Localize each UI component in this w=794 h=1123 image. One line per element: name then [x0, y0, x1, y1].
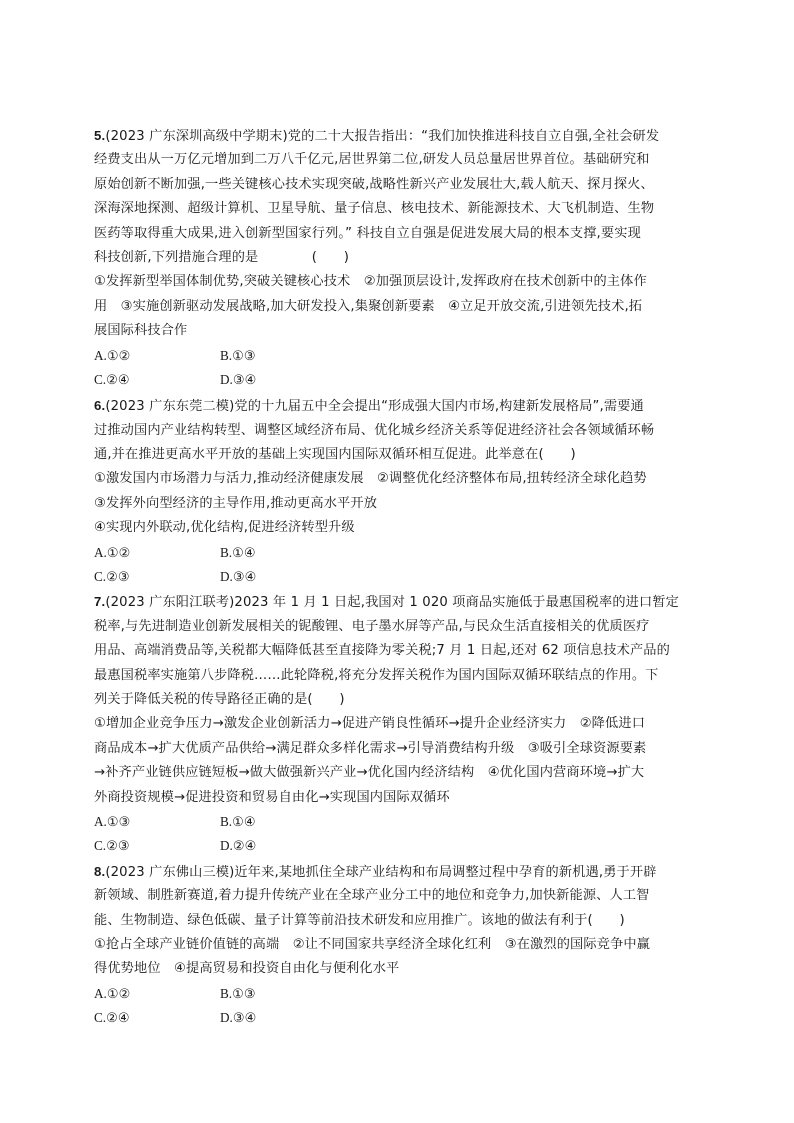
question-text-line: 原始创新不断加强,一些关键核心技术实现突破,战略性新兴产业发展壮大,载人航天、探月探火、: [94, 176, 654, 192]
question-text-line: [94, 124, 700, 148]
question-text-line: 过推动国内产业结构转型、调整区域经济布局、优化城乡经济关系等促进经济社会各领域循环畅: [94, 422, 655, 438]
question-text-line: 用品、高端消费品等,关税都大幅降低甚至直接降为零关税;7 月 1 日起,还对 62 项信息技术产品的: [94, 643, 670, 659]
options-row: [94, 982, 700, 1006]
question-text-line: 能、生物制造、绿色低碳、量子计算等前沿技术研发和应用推广。该地的做法有利于( ): [94, 912, 625, 928]
option-d[interactable]: D.③④: [220, 569, 257, 585]
option-c[interactable]: C.②③: [94, 569, 130, 585]
question-7: [94, 590, 700, 858]
question-text-line: 经费支出从一万亿元增加到二万八千亿元,居世界第二位,研发人员总量居世界首位。基础研究和: [94, 152, 650, 168]
question-number: 6.: [94, 398, 106, 414]
question-text-line: 外商投资规模→促进投资和贸易自由化→实现国内国际双循环: [94, 789, 450, 805]
question-text-line: ④实现内外联动,优化结构,促进经济转型升级: [94, 520, 355, 536]
question-5: [94, 124, 700, 392]
option-d[interactable]: D.③④: [220, 1010, 257, 1026]
question-text-line: 商品成本→扩大优质产品供给→满足群众多样化需求→引导消费结构升级 ③吸引全球资源要素: [94, 740, 647, 756]
options-row: [94, 344, 700, 368]
option-b[interactable]: B.①④: [220, 544, 256, 560]
option-c[interactable]: C.②④: [94, 1010, 130, 1026]
question-number: 8.: [94, 863, 106, 879]
question-text-line: 科技创新,下列措施合理的是 ( ): [94, 249, 350, 265]
question-text: (2023 广东佛山三模)近年来,某地抓住全球产业结构和布局调整过程中孕育的新机遇,勇于开辟: [105, 864, 657, 880]
question-page: [94, 124, 700, 1030]
question-text-line: 通,并在推进更高水平开放的基础上实现国内国际双循环相互促进。此举意在( ): [94, 447, 576, 463]
question-text-line: ①发挥新型举国体制优势,突破关键核心技术 ②加强顶层设计,发挥政府在技术创新中的主体作: [94, 274, 647, 290]
option-a[interactable]: A.①②: [94, 544, 131, 560]
question-text-line: →补齐产业链供应链短板→做大做强新兴产业→优化国内经济结构 ④优化国内营商环境→扩大: [94, 765, 645, 781]
question-text-line: 用 ③实施创新驱动发展战略,加大研发投入,集聚创新要素 ④立足开放交流,引进领先技术,拓: [94, 298, 643, 314]
question-6: [94, 394, 700, 589]
question-text-line: 税率,与先进制造业创新发展相关的铌酸锂、电子墨水屏等产品,与民众生活直接相关的优质医疗: [94, 618, 650, 634]
question-number: 5.: [94, 128, 106, 143]
question-text-line: 最惠国税率实施第八步降税……此轮降税,将充分发挥关税作为国内国际双循环联结点的作用。下: [94, 667, 659, 683]
question-text-line: 医药等取得重大成果,进入创新型国家行列。” 科技自立自强是促进发展大局的根本支撑,要实现: [94, 225, 641, 241]
option-d[interactable]: D.②④: [220, 838, 257, 854]
question-text-line: 得优势地位 ④提高贸易和投资自由化与便利化水平: [94, 961, 400, 977]
options-row: [94, 1006, 700, 1030]
options-row: [94, 368, 700, 392]
question-text-line: ①抢占全球产业链价值链的高端 ②让不同国家共享经济全球化红利 ③在激烈的国际竞争中赢: [94, 936, 651, 952]
question-text: (2023 广东深圳高级中学期末)党的二十大报告指出：“我们加快推进科技自立自强,全社会研发: [105, 129, 660, 144]
question-text: (2023 广东阳江联考)2023 年 1 月 1 日起,我国对 1 020 项商品实施低于最惠国税率的进口暂定: [105, 595, 680, 611]
question-text-line: ①激发国内市场潜力与活力,推动经济健康发展 ②调整优化经济整体布局,扭转经济全球化趋势: [94, 471, 647, 487]
question-text-line: 深海深地探测、超级计算机、卫星导航、量子信息、核电技术、新能源技术、大飞机制造、生物: [94, 201, 655, 217]
question-number: 7.: [94, 594, 106, 610]
question-text-line: 展国际科技合作: [94, 323, 188, 339]
options-row: [94, 565, 700, 589]
question-text-line: [94, 394, 700, 418]
question-text-line: ③发挥外向型经济的主导作用,推动更高水平开放: [94, 495, 378, 511]
question-text-line: [94, 860, 700, 884]
option-a[interactable]: A.①②: [94, 985, 131, 1001]
option-a[interactable]: A.①②: [94, 347, 131, 363]
question-text-line: 新领域、制胜新赛道,着力提升传统产业在全球产业分工中的地位和竞争力,加快新能源、人工智: [94, 888, 650, 904]
question-text-line: [94, 590, 700, 614]
option-b[interactable]: B.①③: [220, 985, 256, 1001]
options-row: [94, 810, 700, 834]
option-c[interactable]: C.②③: [94, 838, 130, 854]
question-text-line: ①增加企业竞争压力→激发企业创新活力→促进产销良性循环→提升企业经济实力 ②降低进口: [94, 716, 646, 732]
option-d[interactable]: D.③④: [220, 371, 257, 387]
option-b[interactable]: B.①④: [220, 813, 256, 829]
option-c[interactable]: C.②④: [94, 371, 130, 387]
options-row: [94, 834, 700, 858]
option-a[interactable]: A.①③: [94, 813, 131, 829]
option-b[interactable]: B.①③: [220, 347, 256, 363]
options-row: [94, 541, 700, 565]
question-8: [94, 860, 700, 1031]
question-text-line: 列关于降低关税的传导路径正确的是( ): [94, 691, 345, 707]
question-text: (2023 广东东莞二模)党的十九届五中全会提出“形成强大国内市场,构建新发展格局”,需要通: [105, 399, 644, 415]
